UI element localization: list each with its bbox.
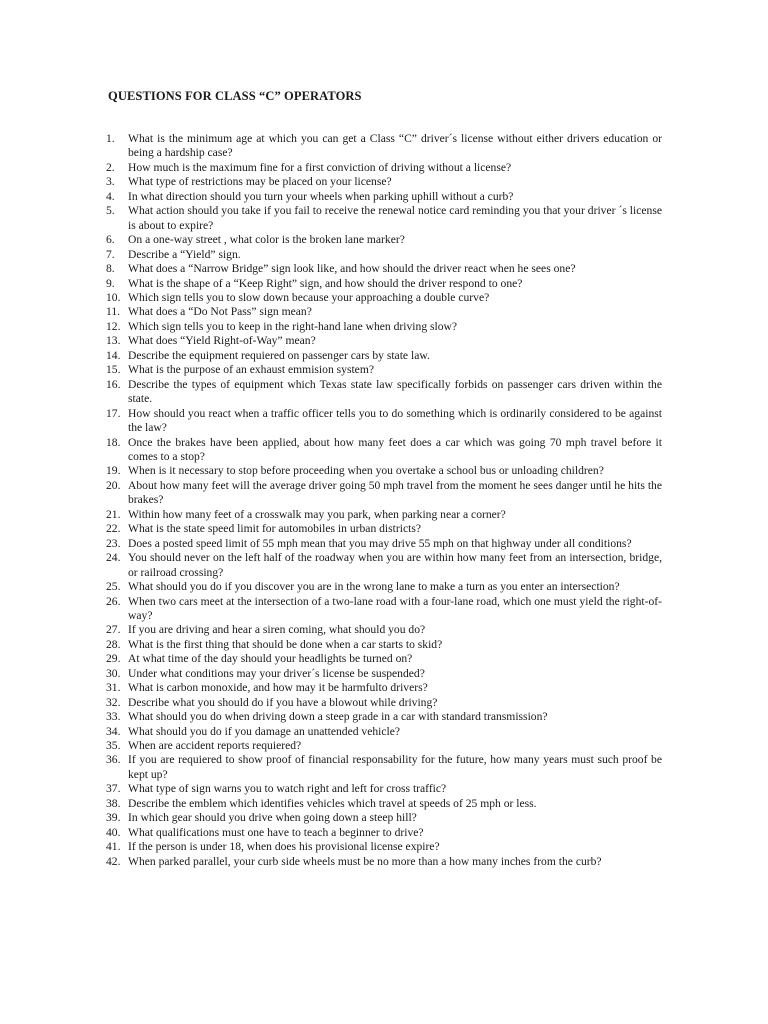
question-number: 3. [106,175,115,189]
list-item [106,595,662,624]
list-item [106,667,662,681]
question-text: If you are driving and hear a siren coming, what should you do? [128,623,426,637]
list-item [106,811,662,825]
question-text: Describe the types of equipment which Texas state law specifically forbids on passenger cars driven within the state. [128,377,662,406]
list-item [106,204,662,233]
question-number: 18. [106,435,121,449]
list-item [106,537,662,551]
question-number: 41. [106,840,121,854]
question-number: 16. [106,377,121,391]
list-item [106,277,662,291]
question-text: Describe the equipment requiered on passenger cars by state law. [128,348,430,362]
question-number: 4. [106,189,115,203]
question-number: 2. [106,160,115,174]
question-number: 12. [106,319,121,333]
list-item [106,782,662,796]
question-text: What does a “Do Not Pass” sign mean? [128,305,312,319]
list-item [106,363,662,377]
question-text: At what time of the day should your headlights be turned on? [128,652,413,666]
question-text: When parked parallel, your curb side wheels must be no more than a how many inches from the curb? [128,854,602,868]
list-item [106,725,662,739]
question-number: 6. [106,233,115,247]
list-item [106,320,662,334]
question-number: 15. [106,363,121,377]
question-text: What is the shape of a “Keep Right” sign, and how should the driver respond to one? [128,276,523,290]
question-text: On a one-way street , what color is the broken lane marker? [128,233,405,247]
question-text: In what direction should you turn your wheels when parking uphill without a curb? [128,189,514,203]
question-text: What qualifications must one have to teach a beginner to drive? [128,825,424,839]
question-number: 29. [106,652,121,666]
list-item [106,855,662,869]
list-item [106,248,662,262]
question-text: What should you do if you discover you are in the wrong lane to make a turn as you enter an intersection? [128,580,620,594]
question-text: Describe what you should do if you have a blowout while driving? [128,695,438,709]
question-number: 11. [106,305,121,319]
question-text: What does “Yield Right-of-Way” mean? [128,334,316,348]
question-number: 19. [106,464,121,478]
question-number: 36. [106,753,121,767]
question-number: 13. [106,334,121,348]
question-text: How much is the maximum fine for a first conviction of driving without a license? [128,160,512,174]
list-item [106,407,662,436]
question-number: 5. [106,204,115,218]
question-text: What is the minimum age at which you can get a Class “C” driver´s license without either drivers education or being a hardship case? [128,132,662,160]
question-text: If the person is under 18, when does his provisional license expire? [128,840,440,854]
question-text: Within how many feet of a crosswalk may you park, when parking near a corner? [128,507,506,521]
list-item [106,262,662,276]
list-item [106,580,662,594]
question-number: 22. [106,522,121,536]
question-text: Does a posted speed limit of 55 mph mean that you may drive 55 mph on that highway under all conditions? [128,536,632,550]
question-number: 26. [106,594,121,608]
question-number: 32. [106,695,121,709]
question-text: When two cars meet at the intersection of a two-lane road with a four-lane road, which one must yield the right-of-way? [128,594,662,622]
list-item [106,710,662,724]
page-title: QUESTIONS FOR CLASS “C” OPERATORS [108,89,362,103]
list-item [106,436,662,465]
list-item [106,378,662,407]
list-item [106,334,662,348]
question-text: What is carbon monoxide, and how may it be harmfulto drivers? [128,681,428,695]
question-text: What does a “Narrow Bridge” sign look like, and how should the driver react when he sees one? [128,262,576,276]
question-text: In which gear should you drive when going down a steep hill? [128,811,417,825]
question-text: What is the state speed limit for automobiles in urban districts? [128,522,421,536]
question-text: Describe the emblem which identifies vehicles which travel at speeds of 25 mph or less. [128,796,537,810]
list-item [106,508,662,522]
question-text: What is the first thing that should be done when a car starts to skid? [128,637,443,651]
question-number: 28. [106,637,121,651]
list-item [106,652,662,666]
question-text: What type of restrictions may be placed on your license? [128,175,392,189]
list-item [106,190,662,204]
list-item [106,349,662,363]
question-text: Which sign tells you to slow down because your approaching a double curve? [128,290,490,304]
question-number: 31. [106,681,121,695]
question-number: 42. [106,854,121,868]
question-number: 33. [106,710,121,724]
question-text: What should you do if you damage an unattended vehicle? [128,724,401,738]
question-number: 30. [106,666,121,680]
question-number: 27. [106,623,121,637]
question-number: 35. [106,739,121,753]
question-text: What should you do when driving down a steep grade in a car with standard transmission? [128,710,548,724]
question-number: 39. [106,811,121,825]
question-number: 8. [106,262,115,276]
question-text: When is it necessary to stop before proceeding when you overtake a school bus or unloading children? [128,464,604,478]
question-number: 7. [106,247,115,261]
question-text: Once the brakes have been applied, about how many feet does a car which was going 70 mph travel before it comes to a stop? [128,435,662,463]
question-number: 14. [106,348,121,362]
list-item [106,522,662,536]
list-item [106,175,662,189]
question-text: About how many feet will the average driver going 50 mph travel from the moment he sees danger until he hits the brakes? [128,478,662,507]
question-text: If you are requiered to show proof of financial responsability for the future, how many years must such proof be kept up? [128,753,662,781]
question-number: 20. [106,478,121,492]
list-item [106,464,662,478]
question-text: How should you react when a traffic officer tells you to do something which is ordinarily considered to be against the law? [128,406,662,435]
list-item [106,623,662,637]
question-number: 37. [106,782,121,796]
list-item [106,551,662,580]
question-number: 1. [106,132,115,145]
question-number: 23. [106,536,121,550]
question-number: 21. [106,507,121,521]
list-item [106,739,662,753]
list-item [106,696,662,710]
list-item [106,638,662,652]
question-list [106,132,662,869]
list-item [106,797,662,811]
question-number: 25. [106,580,121,594]
list-item [106,291,662,305]
question-number: 38. [106,796,121,810]
question-number: 10. [106,290,121,304]
question-text: What action should you take if you fail to receive the renewal notice card reminding you that your driver ´s license is about to expire? [128,204,662,232]
question-number: 24. [106,551,121,565]
question-number: 34. [106,724,121,738]
question-text: What type of sign warns you to watch right and left for cross traffic? [128,782,447,796]
list-item [106,681,662,695]
question-number: 17. [106,406,121,420]
question-number: 9. [106,276,115,290]
list-item [106,479,662,508]
list-item [106,826,662,840]
list-item [106,132,662,161]
question-text: When are accident reports requiered? [128,739,302,753]
list-item [106,840,662,854]
question-text: Describe a “Yield” sign. [128,247,241,261]
question-text: Which sign tells you to keep in the right-hand lane when driving slow? [128,319,458,333]
question-text: You should never on the left half of the roadway when you are within how many feet from an intersection, bridge, or railroad crossing? [128,551,662,579]
question-text: What is the purpose of an exhaust emmision system? [128,363,374,377]
list-item [106,161,662,175]
question-text: Under what conditions may your driver´s license be suspended? [128,666,425,680]
list-item [106,305,662,319]
list-item [106,753,662,782]
question-number: 40. [106,825,121,839]
list-item [106,233,662,247]
